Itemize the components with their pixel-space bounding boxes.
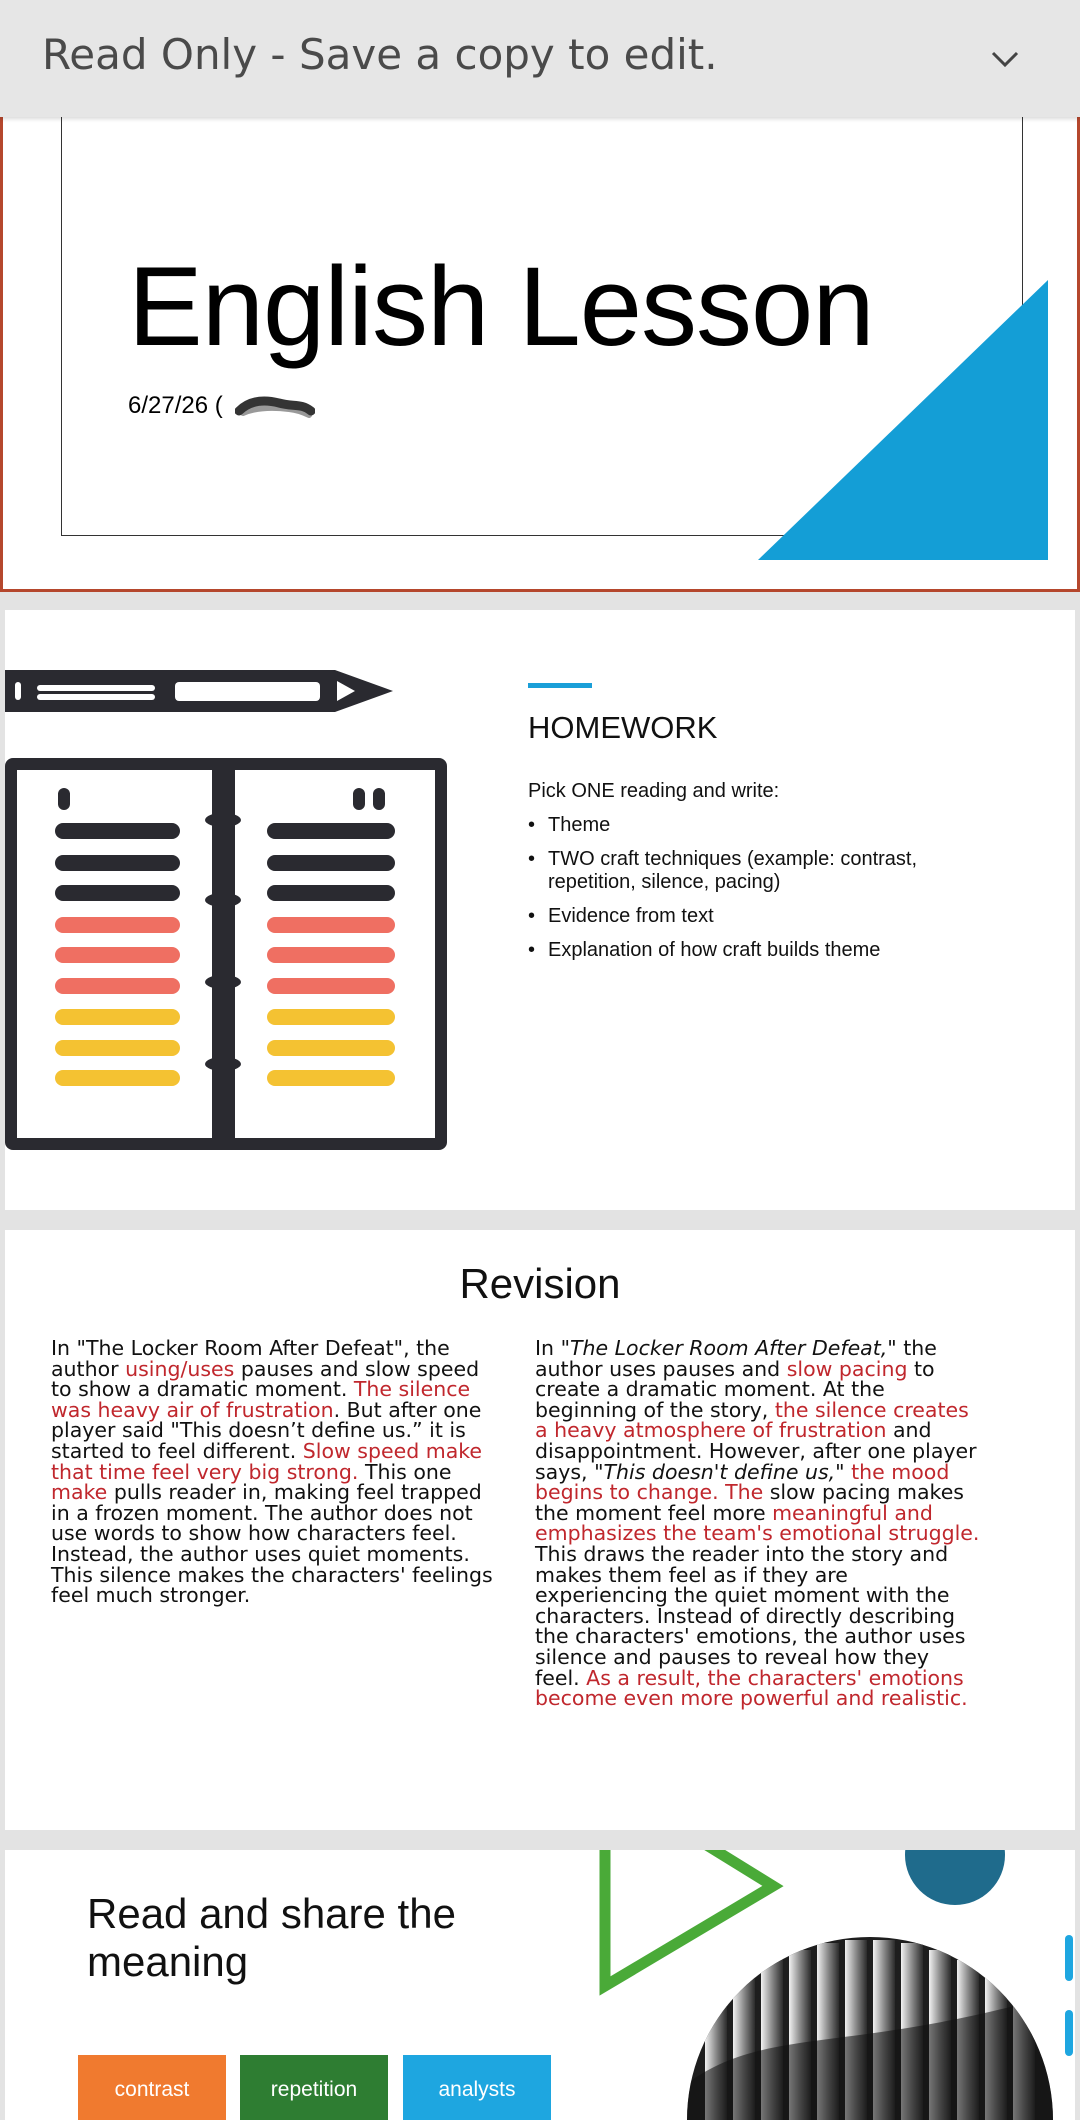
blue-edge-bar bbox=[1065, 1935, 1073, 1981]
text-run: pauses and slow speed to show a dramatic moment. bbox=[51, 1356, 480, 1402]
text-run: . But after one player said "This doesn’t define us.” it is started to feel different. bbox=[51, 1397, 482, 1463]
revision-title: Revision bbox=[459, 1260, 621, 1307]
text-run: to create a dramatic moment. At the beginning of the story, bbox=[535, 1356, 935, 1422]
list-item: • Theme bbox=[528, 814, 998, 837]
tag-repetition[interactable] bbox=[240, 2055, 388, 2120]
text-run: slow pacing makes the moment feel more bbox=[535, 1480, 964, 1525]
architecture-photo-circle bbox=[685, 1935, 1055, 2120]
read-only-banner bbox=[0, 0, 1080, 117]
teal-circle-decoration bbox=[900, 1850, 1010, 1910]
title-accent-line bbox=[528, 683, 592, 688]
homework-intro: Pick ONE reading and write: bbox=[528, 780, 780, 802]
slide-title[interactable] bbox=[0, 117, 1080, 592]
highlighted-run: make bbox=[51, 1480, 108, 1505]
tag-label: analysts bbox=[438, 2078, 516, 2101]
list-item: • Explanation of how craft builds theme bbox=[528, 939, 998, 962]
read-share-title: Read and share the meaning bbox=[87, 1890, 456, 1985]
tag-label: repetition bbox=[270, 2078, 358, 2101]
text-run: and disappointment. However, after one player says, bbox=[535, 1418, 977, 1484]
tag-analysts[interactable] bbox=[403, 2055, 551, 2120]
text-run: the author uses pauses and bbox=[535, 1336, 937, 1381]
highlighted-run: the silence creates a heavy atmosphere of frustration bbox=[535, 1397, 969, 1443]
italic-run: "This doesn't define us," bbox=[594, 1459, 845, 1484]
italic-run: "The Locker Room After Defeat," bbox=[560, 1336, 897, 1360]
highlighted-run: the mood begins to change. The bbox=[535, 1459, 950, 1505]
highlighted-run: using/uses bbox=[125, 1356, 235, 1381]
text-run: This one bbox=[358, 1459, 452, 1484]
text-run: pulls reader in, making feel trapped in a frozen moment. The author does not use words to show how characters feel. Instead, the author uses quiet moments. This silence makes the characters' feelings feel much stronger. bbox=[51, 1480, 493, 1608]
list-item: • TWO craft techniques (example: contrast, repetition, silence, pacing) bbox=[528, 848, 998, 894]
slide-revision[interactable] bbox=[5, 1230, 1075, 1830]
slide-homework[interactable] bbox=[5, 610, 1075, 1210]
blue-triangle-decoration bbox=[758, 280, 1048, 560]
highlighted-run: slow pacing bbox=[786, 1356, 908, 1381]
slide-read-share[interactable] bbox=[5, 1850, 1075, 2120]
revised-paragraph bbox=[535, 1338, 980, 1709]
text-run: In "The Locker Room After Defeat", the author bbox=[51, 1336, 450, 1381]
highlighted-run: meaningful and emphasizes the team's emotional struggle. bbox=[535, 1500, 980, 1546]
list-item: • Evidence from text bbox=[528, 905, 998, 928]
text-run: In bbox=[535, 1336, 561, 1360]
notebook-pencil-icon bbox=[5, 670, 455, 1170]
text-run: This draws the reader into the story and makes them feel as if they are experiencing the quiet moment with the characters. Instead of directly describing the characters' emotions, the author uses silence and pauses to reveal how they feel. bbox=[535, 1541, 966, 1690]
tag-contrast[interactable] bbox=[78, 2055, 226, 2120]
homework-title: HOMEWORK bbox=[528, 710, 718, 745]
redaction-scribble bbox=[235, 389, 315, 423]
blue-edge-bar bbox=[1065, 2010, 1073, 2056]
draft-paragraph bbox=[51, 1338, 501, 1606]
highlighted-run: Slow speed make that time feel very big strong. bbox=[51, 1438, 483, 1484]
highlighted-run: As a result, the characters' emotions become even more powerful and realistic. bbox=[535, 1665, 968, 1711]
slide-date: 6/27/26 ( bbox=[128, 392, 223, 419]
slide-title-text: English Lesson bbox=[128, 244, 874, 369]
read-only-message: Read Only - Save a copy to edit. bbox=[42, 30, 718, 79]
highlighted-run: The silence was heavy air of frustration bbox=[51, 1377, 471, 1422]
tag-label: contrast bbox=[114, 2078, 190, 2101]
homework-list bbox=[528, 814, 998, 973]
chevron-down-icon[interactable] bbox=[990, 44, 1020, 74]
